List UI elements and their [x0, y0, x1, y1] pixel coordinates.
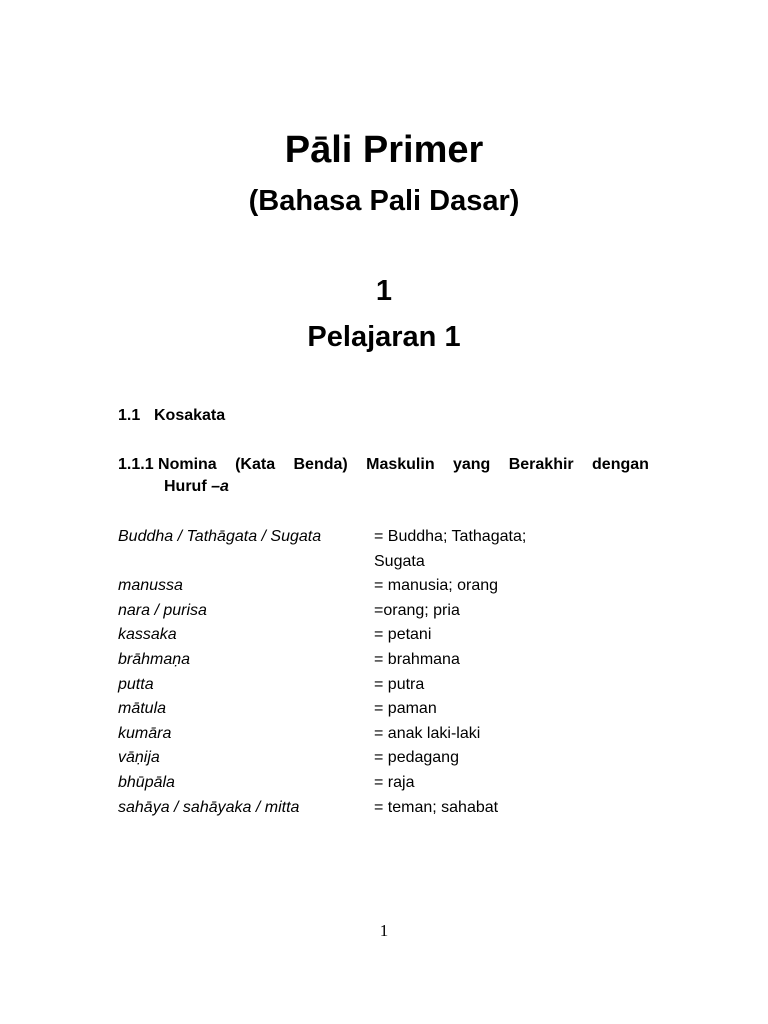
vocabulary-row: [118, 771, 658, 796]
vocabulary-term: mātula: [118, 700, 167, 718]
vocabulary-term: bhūpāla: [118, 773, 175, 791]
chapter-title: Pelajaran 1: [307, 321, 461, 353]
subsection-word: Benda): [293, 456, 348, 473]
vocabulary-definition: = pedagang: [374, 749, 459, 767]
vocabulary-definition: = paman: [374, 700, 437, 718]
vocabulary-term: sahāya / sahāyaka / mitta: [118, 798, 300, 816]
vocabulary-term: nara / purisa: [118, 601, 207, 619]
document-title: Pāli Primer: [284, 129, 484, 171]
vocabulary-term: putta: [118, 675, 154, 693]
vocabulary-term: brāhmaṇa: [118, 650, 191, 668]
subsection-word: (Kata: [235, 456, 276, 473]
vocabulary-row: [118, 574, 658, 599]
vocabulary-row: [118, 525, 658, 574]
subsection-word: 1.1.1 Nomina: [118, 456, 217, 473]
subsection-heading-line2: [118, 476, 649, 498]
subsection-line2-text: Huruf: [164, 478, 212, 495]
subsection-word: yang: [452, 456, 491, 473]
page-number: 1: [379, 921, 389, 940]
vocabulary-row: [118, 796, 658, 821]
vocabulary-row: [118, 623, 658, 648]
vocabulary-row: [118, 599, 658, 624]
section-title: Kosakata: [154, 407, 226, 424]
subsection-heading-line1: [118, 454, 649, 476]
section-number: 1.1: [118, 407, 141, 424]
subsection-word: Berakhir: [508, 456, 574, 473]
vocabulary-definition: = putra: [374, 675, 425, 693]
vocabulary-row: [118, 673, 658, 698]
subsection-word: Maskulin: [366, 456, 435, 473]
vocabulary-definition: = anak laki-laki: [374, 724, 481, 742]
vocabulary-definition: = teman; sahabat: [374, 798, 499, 816]
vocabulary-term: kassaka: [118, 626, 177, 644]
document-subtitle: (Bahasa Pali Dasar): [248, 185, 520, 217]
vocabulary-term: vāṇija: [118, 749, 160, 767]
vocabulary-definition: = Buddha; Tathagata; Sugata: [374, 528, 527, 570]
vocabulary-term: kumāra: [118, 724, 172, 742]
vocabulary-term: Buddha / Tathāgata / Sugata: [118, 528, 322, 545]
vocabulary-row: [118, 697, 658, 722]
chapter-number: 1: [375, 275, 393, 307]
vocabulary-term: manussa: [118, 577, 183, 595]
vocabulary-row: [118, 648, 658, 673]
vocabulary-definition: = brahmana: [374, 650, 460, 668]
vocabulary-row: [118, 746, 658, 771]
section-heading: [118, 405, 225, 427]
vocabulary-definition: =orang; pria: [374, 601, 460, 619]
subsection-heading: [118, 454, 649, 498]
vocabulary-definition: = manusia; orang: [374, 577, 499, 595]
subsection-word: dengan: [592, 456, 649, 473]
vocabulary-definition: = petani: [374, 626, 432, 644]
vocabulary-list: [118, 525, 658, 820]
vocabulary-row: [118, 722, 658, 747]
vocabulary-definition: = raja: [374, 773, 415, 791]
subsection-suffix: –a: [211, 478, 229, 495]
